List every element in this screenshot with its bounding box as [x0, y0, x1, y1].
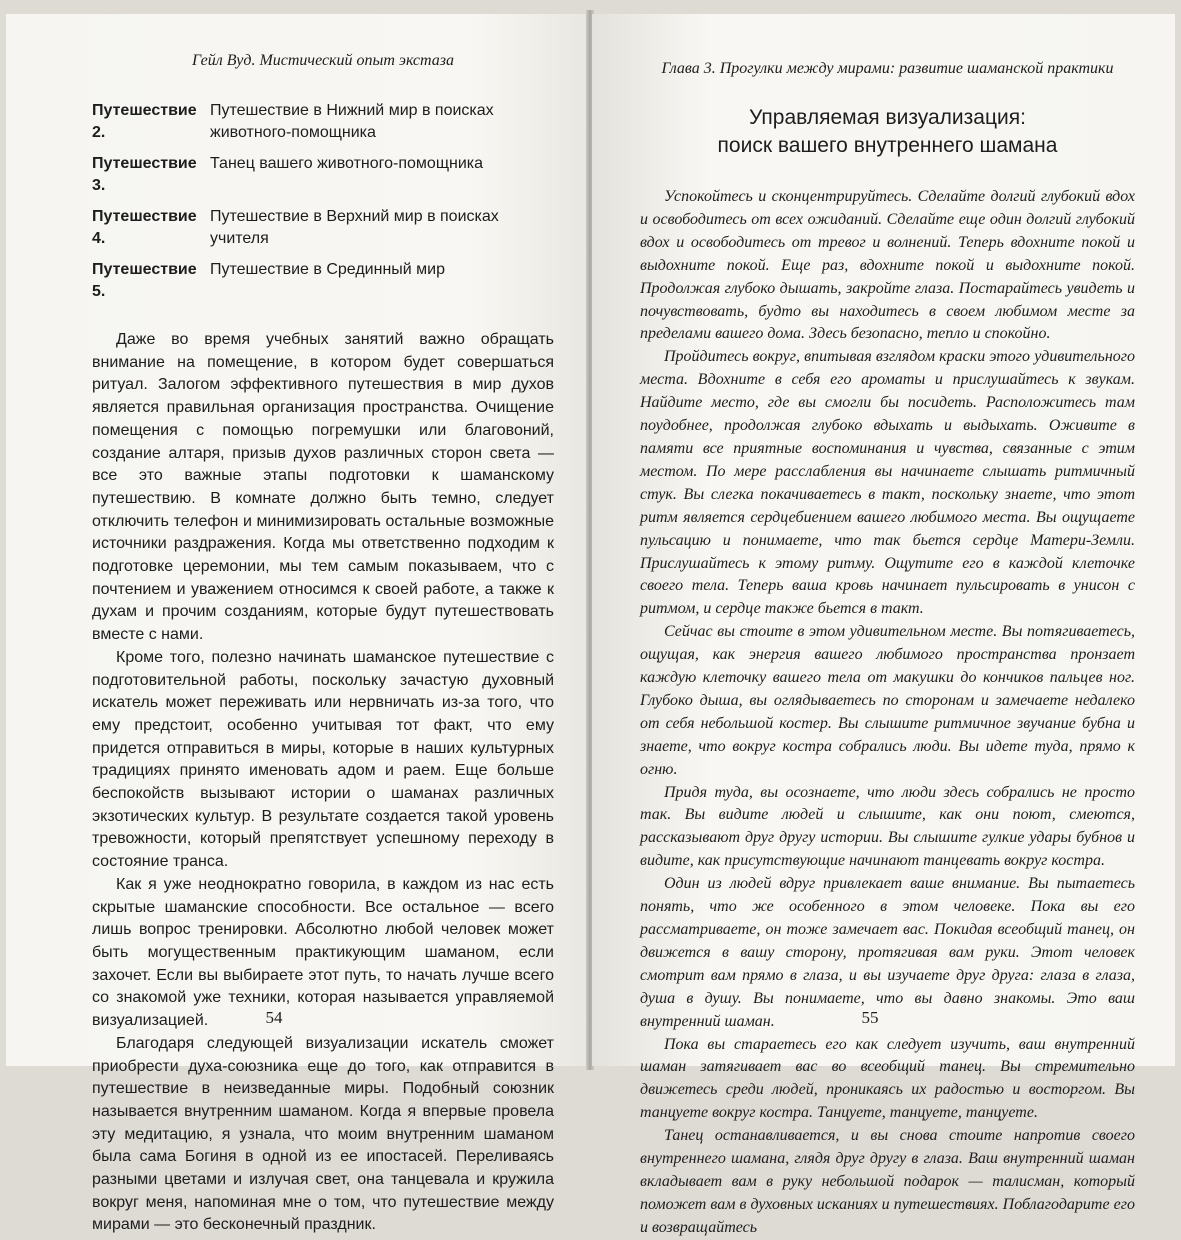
journey-item: [92, 100, 554, 144]
journey-text: Путешествие в Верхний мир в поисках учителя: [210, 208, 499, 247]
page-number: 54: [265, 1008, 283, 1027]
paragraph: Кроме того, полезно начинать шаманское путешествие с подготовительной работы, поскольку зачастую духовный искатель может переживать или нервничать из-за того, что ему предстоит, особенно учитывая тот факт, что ему придется отправиться в миры, которые в наших культурных традициях принято именовать адом и раем. Еще больше беспокойств вызывают истории о шаманах различных экзотических культур. В результате создается такой уровень тревожности, который препятствует успешному переходу в состояние транса.: [92, 648, 554, 871]
page-number: 55: [861, 1008, 879, 1027]
paragraph: Благодаря следующей визуализации искатель сможет приобрести духа-союзника еще до того, как отправится в путешествие в неизведанные миры. Подобный союзник называется внутренним шаманом. Когда я впервые провела эту медитацию, я узнала, что моим внутренним шаманом была сама Богиня в одной из ее ипостасей. Переливаясь разными цветами и излучая свет, она танцевала и кружила вокруг меня, напоминая мне о том, что путешествие между мирами — это бесконечный праздник.: [92, 1034, 554, 1234]
journey-item: [92, 259, 554, 303]
paragraph: Пройдитесь вокруг, впитывая взглядом краски этого удивительного места. Вдохните в себя его ароматы и прислушайтесь к звукам. Найдите место, где вы смогли бы посидеть. Расположитесь там поудобнее, продолжая глубоко вдыхать и выдыхать. Оживите в памяти все приятные воспоминания и чувства, связанные с этим местом. По мере расслабления вы начинаете слышать ритмичный стук. Вы слегка покачиваетесь в такт, поскольку знаете, что этот ритм является сердцебиением вашего любимого места. Вы ощущаете пульсацию и понимаете, что так бьется сердце Матери-Земли. Прислушайтесь к этому ритму. Ощутите его в каждой клеточке своего тела. Теперь ваша кровь начинает пульсировать в унисон с ритмом, и сердце также бьется в такт.: [640, 348, 1135, 618]
journey-label: Путешествие 3.: [92, 155, 197, 194]
paragraph: Как я уже неоднократно говорила, в каждом из нас есть скрытые шаманские способности. Все остальное — всего лишь вопрос тренировки. Абсолютно любой человек может быть могущественным практикующим шаманом, если захочет. Если вы выбираете этот путь, то начать лучше всего со знакомой уже техники, которая называется управляемой визуализацией.: [92, 875, 554, 1030]
right-running-head: Глава 3. Прогулки между мирами: развитие шаманской практики: [661, 60, 1114, 77]
paragraph: Танец останавливается, и вы снова стоите напротив своего внутреннего шамана, глядя друг другу в глаза. Ваш внутренний шаман вкладывает вам в руку небольшой подарок — талисман, который поможет вам в духовных исканиях и путешествиях. Поблагодарите его и возвращайтесь: [640, 1127, 1135, 1236]
journey-label: Путешествие 4.: [92, 208, 197, 247]
section-title-line: Управляемая визуализация:: [749, 106, 1026, 129]
paragraph: Один из людей вдруг привлекает ваше внимание. Вы пытаетесь понять, что же особенного в этом человеке. Пока вы его рассматриваете, он тоже замечает вас. Покидая всеобщий танец, он движется в вашу сторону, протягивая вам руки. Этот человек смотрит вам прямо в глаза, и вы изучаете друг друга: глаза в глаза, душа в душу. Вы понимаете, что вы давно знакомы. Это ваш внутренний шаман.: [640, 875, 1135, 1030]
paragraph: Даже во время учебных занятий важно обращать внимание на помещение, в котором будет совершаться ритуал. Залогом эффективного путешествия в мир духов является правильная организация пространства. Очищение помещения с помощью погремушки или благовоний, создание алтаря, призыв духов различных сторон света — все это важные этапы подготовки к шаманскому путешествию. В комнате должно быть темно, следует отключить телефон и минимизировать остальные возможные источники раздражения. Когда мы ответственно подходим к подготовке церемонии, мы тем самым показываем, что с почтением и уважением относимся к своей работе, а также к духам и прочим созданиям, которые будут путешествовать вместе с нами.: [92, 331, 554, 644]
paragraph: Придя туда, вы осознаете, что люди здесь собрались не просто так. Вы видите людей и слышите, как они поют, смеются, рассказывают друг другу истории. Вы слышите гулкие удары бубнов и видите, как присутствующие начинают танцевать вокруг костра.: [640, 783, 1135, 870]
left-running-head: Гейл Вуд. Мистический опыт экстаза: [192, 52, 454, 69]
journey-text: Путешествие в Нижний мир в поисках животного-помощника: [210, 102, 494, 141]
journey-item: [92, 153, 554, 197]
left-page: [6, 14, 588, 1234]
section-title: [640, 104, 1135, 160]
paragraph: Пока вы стараетесь его как следует изучить, ваш внутренний шаман затягивает вас во всеобщий танец. Вы стремительно движетесь среди людей, проникаясь их радостью и восторгом. Вы танцуете вокруг костра. Танцуете, танцуете, танцуете.: [640, 1035, 1135, 1122]
left-body-text: [92, 329, 554, 1237]
journey-item: [92, 206, 554, 250]
journey-list: [92, 100, 554, 303]
right-page: [592, 14, 1175, 1236]
journey-label: Путешествие 5.: [92, 261, 197, 300]
journey-text: Путешествие в Срединный мир: [210, 261, 445, 278]
journey-label: Путешествие 2.: [92, 102, 197, 141]
journey-text: Танец вашего животного-помощника: [210, 155, 484, 172]
section-title-line: поиск вашего внутреннего шамана: [717, 134, 1058, 157]
visualization-text: [640, 186, 1135, 1240]
paragraph: Успокойтесь и сконцентрируйтесь. Сделайте долгий глубокий вдох и освободитесь от всех ожиданий. Сделайте еще один долгий глубокий вдох и освободитесь от тревог и волнений. Теперь вдохните покой и выдохните покой. Еще раз, вдохните покой и выдохните покой. Продолжая глубоко дышать, закройте глаза. Постарайтесь увидеть и почувствовать, будто вы находитесь в своем любимом месте за пределами вашего дома. Здесь безопасно, тепло и спокойно.: [640, 188, 1135, 343]
paragraph: Сейчас вы стоите в этом удивительном месте. Вы потягиваетесь, ощущая, как энергия вашего любимого пространства пронзает каждую клеточку вашего тела от макушки до кончиков пальцев ног. Глубоко дыша, вы оглядываетесь по сторонам и замечаете недалеко от себя небольшой костер. Вы слышите ритмичное звучание бубна и знаете, что вокруг костра собрались люди. Вы идете туда, прямо к огню.: [640, 623, 1135, 778]
